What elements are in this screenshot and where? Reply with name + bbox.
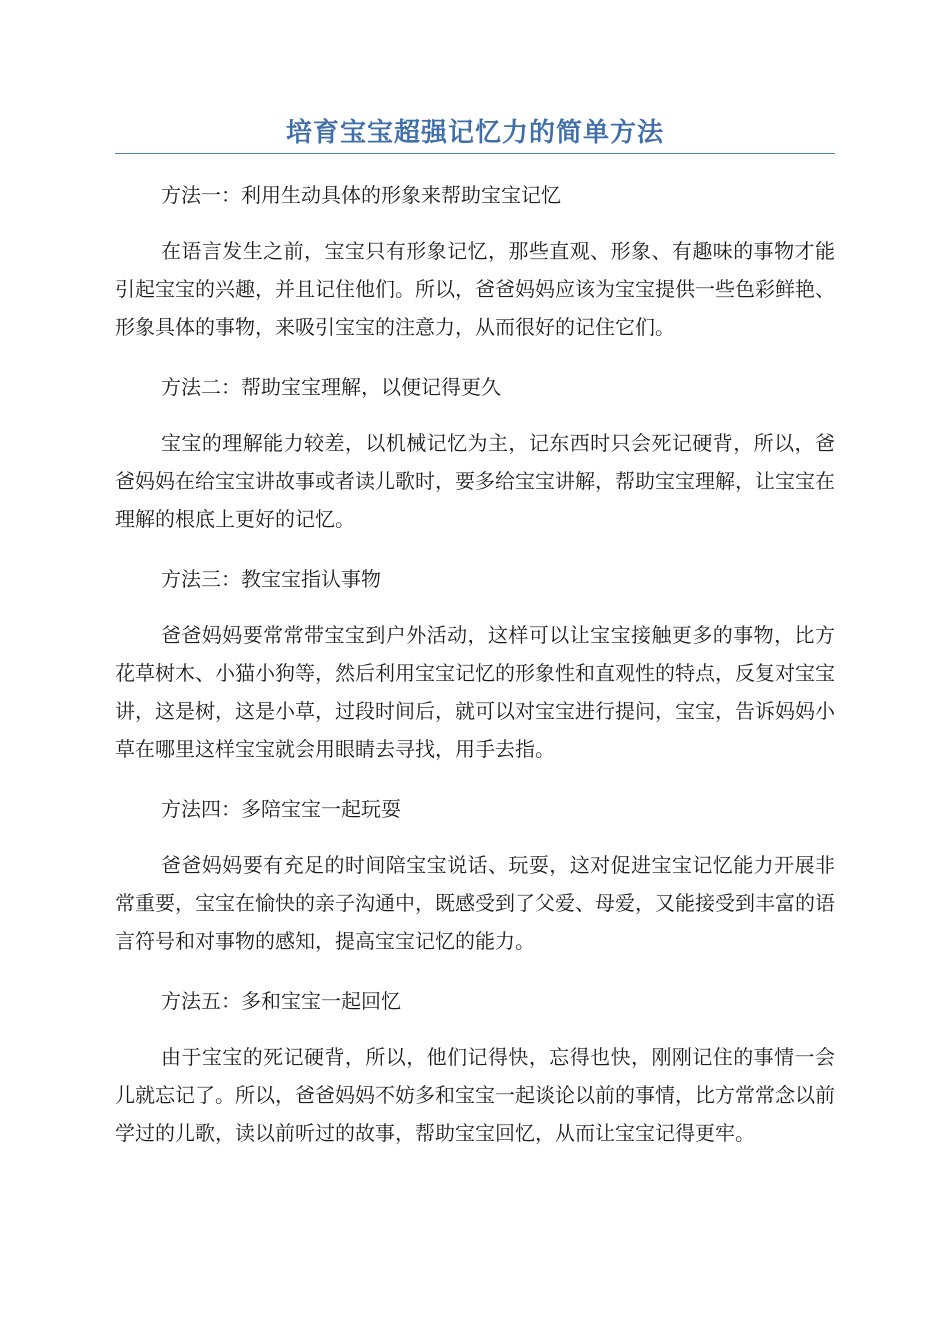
section-heading-3: 方法三：教宝宝指认事物	[161, 567, 381, 591]
title-underline	[115, 153, 835, 154]
document-title: 培育宝宝超强记忆力的简单方法	[285, 118, 664, 148]
section-body-5: 由于宝宝的死记硬背，所以，他们记得快，忘得也快，刚刚记住的事情一会儿就忘记了。所以，爸爸妈妈不妨多和宝宝一起谈论以前的事情，比方常常念以前学过的儿歌，读以前听过的故事，帮助宝宝回忆，从而让宝宝记得更牢。	[115, 1045, 835, 1145]
section-body-4: 爸爸妈妈要有充足的时间陪宝宝说话、玩耍，这对促进宝宝记忆能力开展非常重要，宝宝在愉快的亲子沟通中，既感受到了父爱、母爱，又能接受到丰富的语言符号和对事物的感知，提高宝宝记忆的能力。	[115, 853, 835, 953]
section-heading-5: 方法五：多和宝宝一起回忆	[161, 989, 401, 1013]
document-page	[115, 0, 835, 1152]
section-heading-2: 方法二：帮助宝宝理解，以便记得更久	[161, 375, 501, 399]
section-heading-4: 方法四：多陪宝宝一起玩耍	[161, 797, 401, 821]
section-body-1: 在语言发生之前，宝宝只有形象记忆，那些直观、形象、有趣味的事物才能引起宝宝的兴趣，并且记住他们。所以，爸爸妈妈应该为宝宝提供一些色彩鲜艳、形象具体的事物，来吸引宝宝的注意力，从而很好的记住它们。	[115, 239, 835, 339]
section-body-3: 爸爸妈妈要常常带宝宝到户外活动，这样可以让宝宝接触更多的事物，比方花草树木、小猫小狗等，然后利用宝宝记忆的形象性和直观性的特点，反复对宝宝讲，这是树，这是小草，过段时间后，就可以对宝宝进行提问，宝宝，告诉妈妈小草在哪里这样宝宝就会用眼睛去寻找，用手去指。	[115, 623, 835, 761]
section-body-2: 宝宝的理解能力较差，以机械记忆为主，记东西时只会死记硬背，所以，爸爸妈妈在给宝宝讲故事或者读儿歌时，要多给宝宝讲解，帮助宝宝理解，让宝宝在理解的根底上更好的记忆。	[115, 431, 835, 531]
section-heading-1: 方法一：利用生动具体的形象来帮助宝宝记忆	[161, 183, 561, 207]
